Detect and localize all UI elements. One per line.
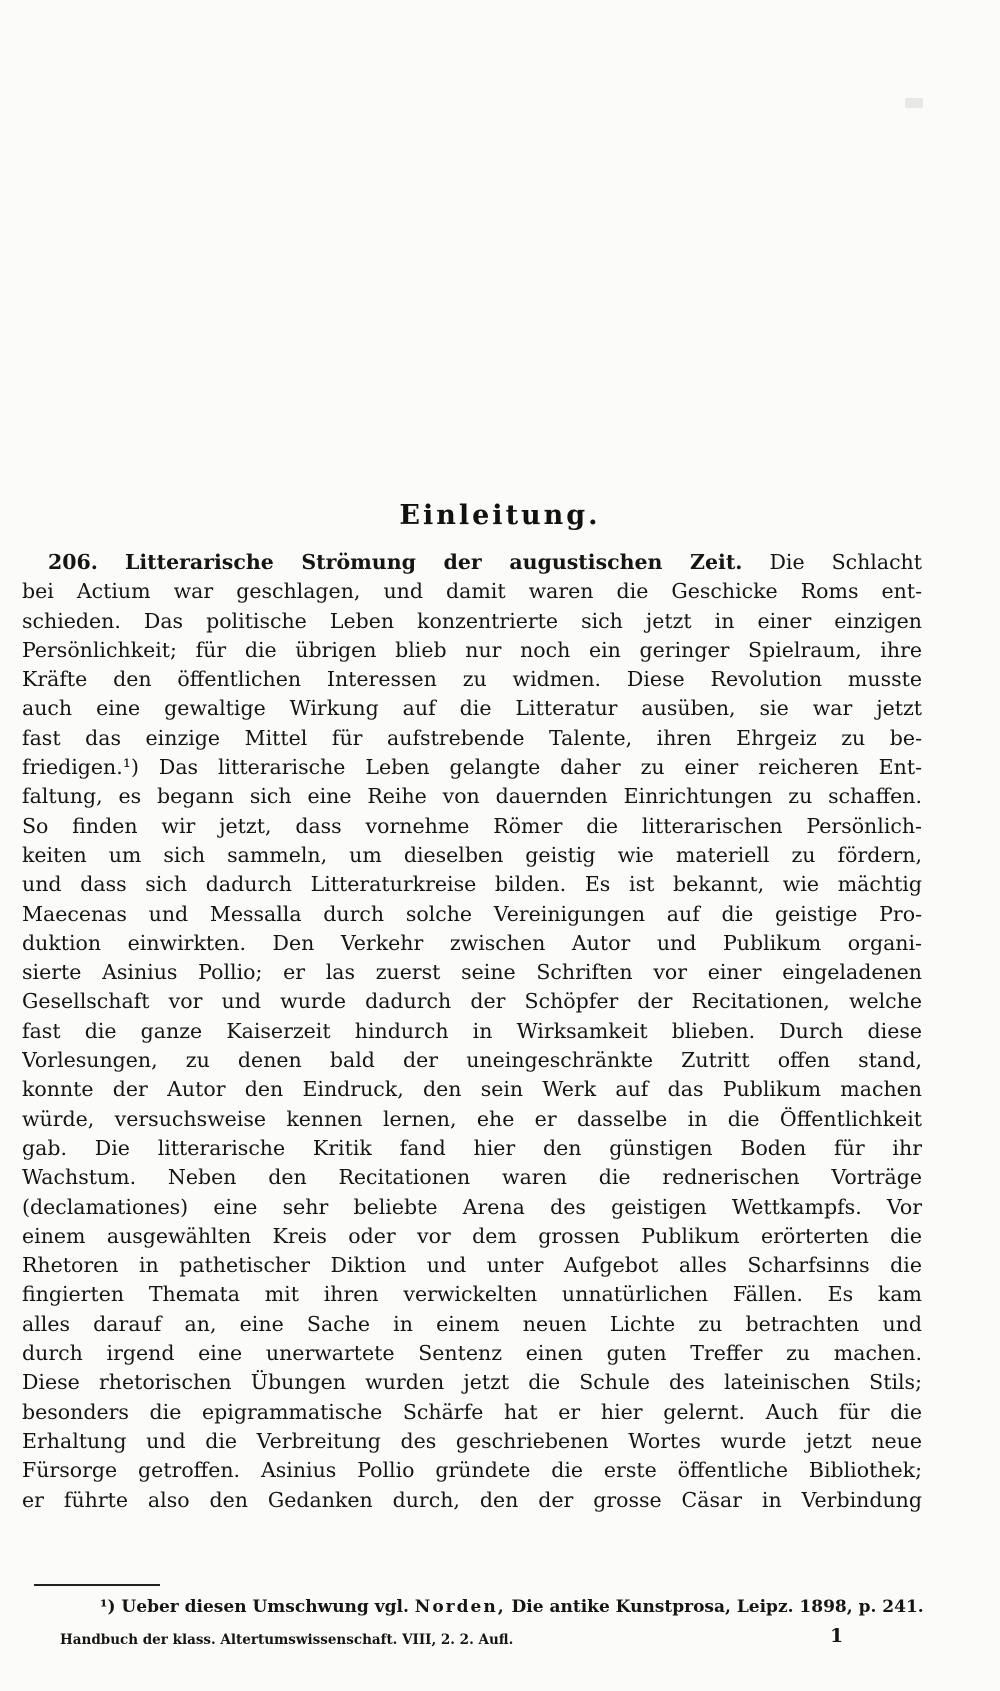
body-line: So finden wir jetzt, dass vornehme Römer die litterarischen Persönlich- bbox=[22, 813, 922, 838]
body-text bbox=[22, 548, 922, 1515]
body-line: (declamationes) eine sehr beliebte Arena des geistigen Wettkampfs. Vor bbox=[22, 1194, 922, 1219]
body-line: fast die ganze Kaiserzeit hindurch in Wirksamkeit blieben. Durch diese bbox=[22, 1018, 922, 1043]
bleed-through-marks bbox=[905, 98, 965, 99]
body-line: Kräfte den öffentlichen Interessen zu widmen. Diese Revolution musste bbox=[22, 667, 922, 692]
body-line: schieden. Das politische Leben konzentrierte sich jetzt in einer einzigen bbox=[22, 608, 922, 633]
body-line: fast das einzige Mittel für aufstrebende Talente, ihren Ehrgeiz zu be- bbox=[22, 725, 922, 750]
body-line: duktion einwirkten. Den Verkehr zwischen Autor und Publikum organi- bbox=[22, 930, 922, 955]
body-line: Rhetoren in pathetischer Diktion und unter Aufgebot alles Scharfsinns die bbox=[22, 1253, 922, 1278]
section-number: 206. bbox=[48, 550, 98, 574]
book-signature: Handbuch der klass. Altertumswissenschaft. VIII, 2. 2. Aufl. bbox=[60, 1632, 514, 1648]
body-line: Maecenas und Messalla durch solche Vereinigungen auf die geistige Pro- bbox=[22, 901, 922, 926]
body-line: und dass sich dadurch Litteraturkreise bilden. Es ist bekannt, wie mächtig bbox=[22, 872, 922, 897]
body-line: keiten um sich sammeln, um dieselben geistig wie materiell zu fördern, bbox=[22, 842, 922, 867]
footnote-text-after: Die antike Kunstprosa, Leipz. 1898, p. 241. bbox=[511, 1597, 924, 1617]
body-line: fingierten Themata mit ihren verwickelten unnatürlichen Fällen. Es kam bbox=[22, 1282, 922, 1307]
footnote-text-before: Ueber diesen Umschwung vgl. bbox=[121, 1597, 409, 1617]
body-line: Erhaltung und die Verbreitung des geschriebenen Wortes wurde jetzt neue bbox=[22, 1428, 922, 1453]
sheet-number: 1 bbox=[830, 1625, 844, 1647]
section-first-line bbox=[22, 548, 922, 577]
footnote-rule bbox=[34, 1584, 160, 1586]
section-first-line-rest: Die Schlacht bbox=[769, 550, 922, 574]
body-line: auch eine gewaltige Wirkung auf die Litteratur ausüben, sie war jetzt bbox=[22, 696, 922, 721]
body-line: Vorlesungen, zu denen bald der uneingeschränkte Zutritt offen stand, bbox=[22, 1048, 922, 1073]
body-line: friedigen.¹) Das litterarische Leben gelangte daher zu einer reicheren Ent- bbox=[22, 755, 922, 780]
body-line: würde, versuchsweise kennen lernen, ehe er dasselbe in die Öffentlichkeit bbox=[22, 1106, 922, 1131]
body-line: einem ausgewählten Kreis oder vor dem grossen Publikum erörterten die bbox=[22, 1223, 922, 1248]
chapter-heading: Einleitung. bbox=[399, 500, 601, 531]
body-line: sierte Asinius Pollio; er las zuerst seine Schriften vor einer eingeladenen bbox=[22, 960, 922, 985]
body-line: alles darauf an, eine Sache in einem neuen Lichte zu betrachten und bbox=[22, 1311, 922, 1336]
body-line: Persönlichkeit; für die übrigen blieb nur noch ein geringer Spielraum, ihre bbox=[22, 637, 922, 662]
body-line: gab. Die litterarische Kritik fand hier den günstigen Boden für ihr bbox=[22, 1135, 922, 1160]
body-line: faltung, es begann sich eine Reihe von dauernden Einrichtungen zu schaffen. bbox=[22, 784, 922, 809]
body-line: durch irgend eine unerwartete Sentenz einen guten Treffer zu machen. bbox=[22, 1341, 922, 1366]
body-line: bei Actium war geschlagen, und damit waren die Geschicke Roms ent- bbox=[22, 579, 922, 604]
body-line: Diese rhetorischen Übungen wurden jetzt die Schule des lateinischen Stils; bbox=[22, 1370, 922, 1395]
body-line: Wachstum. Neben den Recitationen waren die rednerischen Vorträge bbox=[22, 1165, 922, 1190]
footnote-marker: ¹) bbox=[100, 1597, 116, 1617]
section-title: Litterarische Strömung der augustischen Zeit. bbox=[124, 550, 743, 574]
body-line: Gesellschaft vor und wurde dadurch der Schöpfer der Recitationen, welche bbox=[22, 989, 922, 1014]
footnote-author: Norden, bbox=[414, 1597, 506, 1617]
footnote bbox=[100, 1595, 930, 1619]
body-line: besonders die epigrammatische Schärfe hat er hier gelernt. Auch für die bbox=[22, 1399, 922, 1424]
body-line: konnte der Autor den Eindruck, den sein Werk auf das Publikum machen bbox=[22, 1077, 922, 1102]
body-line: Fürsorge getroffen. Asinius Pollio gründete die erste öffentliche Bibliothek; bbox=[22, 1458, 922, 1483]
body-line: er führte also den Gedanken durch, den der grosse Cäsar in Verbindung bbox=[22, 1487, 922, 1512]
page-footer bbox=[60, 1625, 940, 1650]
